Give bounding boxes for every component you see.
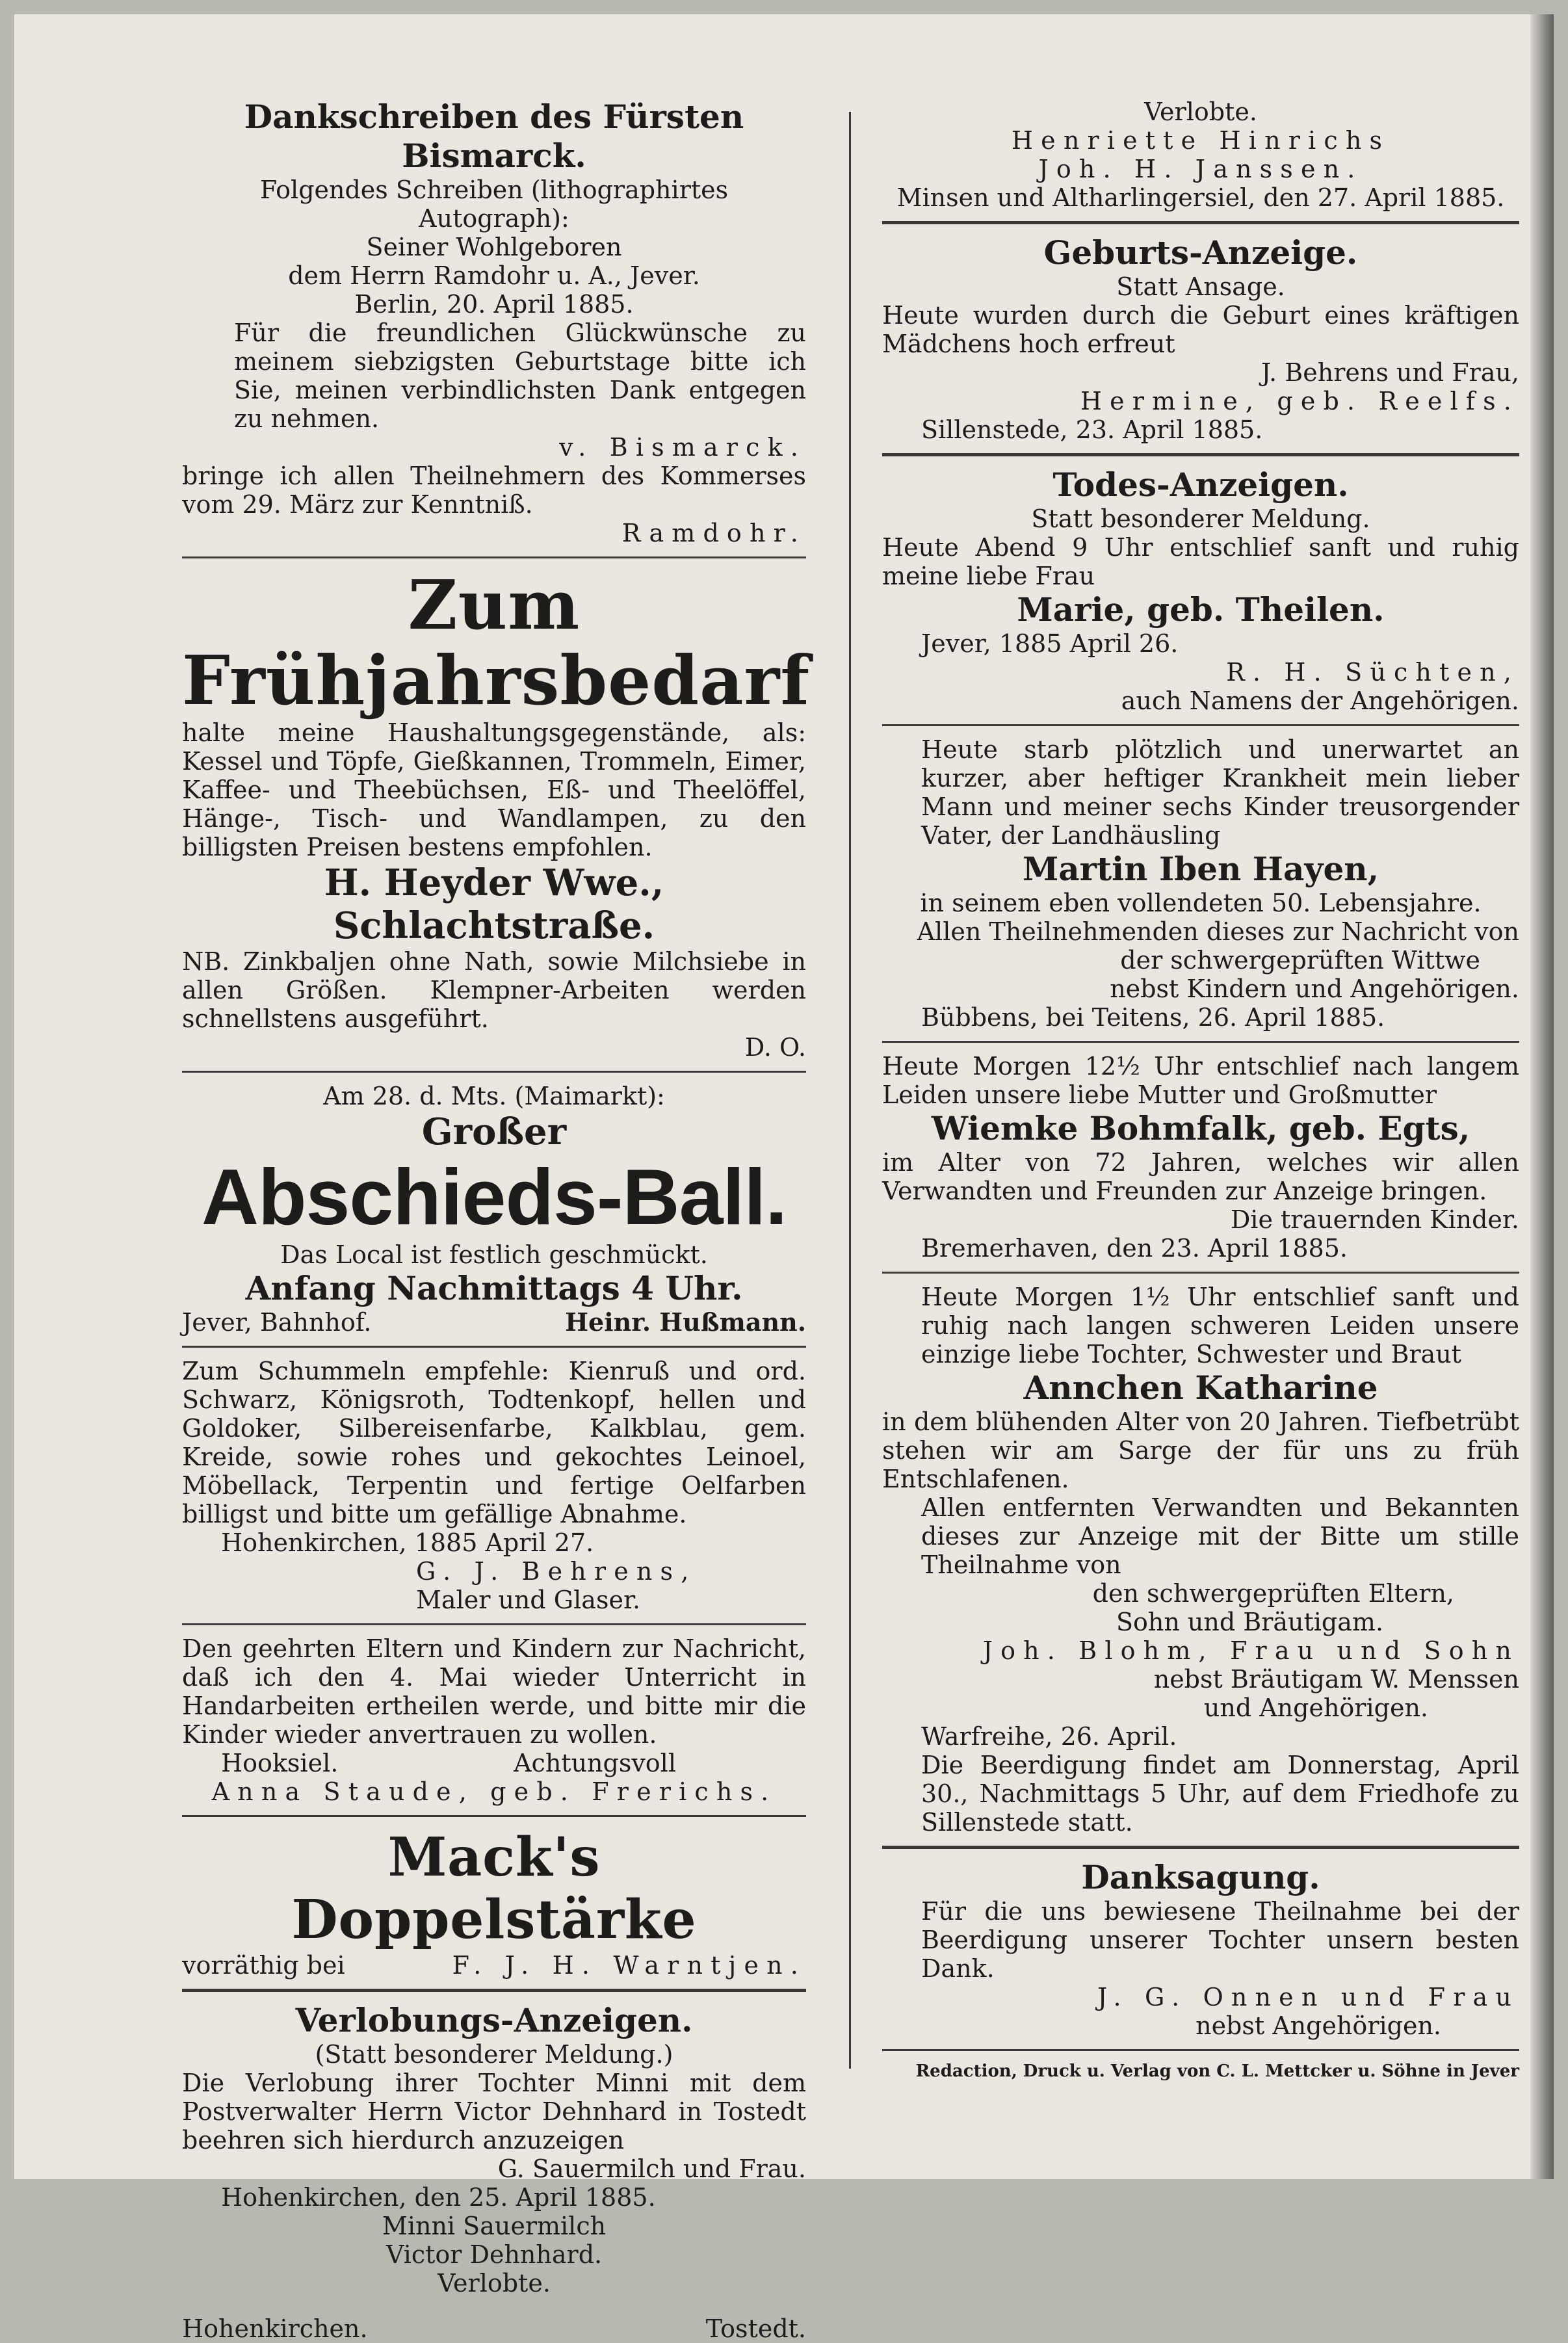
- ad-sign: J. G. Onnen und Frau: [1097, 1983, 1519, 2011]
- ad-sub: (Statt besonderer Meldung.): [315, 2040, 673, 2069]
- ad-name: Henriette Hinrichs: [1011, 126, 1391, 155]
- ad-body: Für die uns bewiesene Theilnahme bei der Beerdigung unserer Tochter unsern besten Dank.: [921, 1897, 1519, 1983]
- divider: [182, 1623, 806, 1625]
- ad-body: Den geehrten Eltern und Kindern zur Nachricht, daß ich den 4. Mai wieder Unterricht in Handarbeiten ertheilen werde, und bitte mir die Kinder wieder anvertrauen zu wollen.: [182, 1634, 806, 1749]
- divider: [882, 1272, 1519, 1274]
- ad-line: Allen entfernten Verwandten und Bekannten dieses zur Anzeige mit der Bitte um stille Theilnahme von: [921, 1493, 1519, 1579]
- ad-sign: auch Namens der Angehörigen.: [1121, 687, 1519, 715]
- ad-body: Zum Schummeln empfehle: Kienruß und ord. Schwarz, Königsroth, Todtenkopf, hellen und Goldoker, Silbereisenfarbe, Kalkblau, gem. Kreide, sowie rohes und gekochtes Leinoel, Möbellack, Terpentin und fertige Oelfarben billigst und bitte um gefällige Abnahme.: [182, 1357, 806, 1528]
- ad-body: Für die freundlichen Glückwünsche zu meinem siebzigsten Geburtstage bitte ich Sie, meinen verbindlichsten Dank entgegen zu nehmen.: [234, 319, 806, 433]
- ad-place: Jever, Bahnhof.: [182, 1308, 372, 1337]
- ad-date: Bremerhaven, den 23. April 1885.: [921, 1234, 1348, 1263]
- ad-line: nebst Bräutigam W. Menssen: [1153, 1665, 1519, 1694]
- ad-date: Jever, 1885 April 26.: [921, 629, 1179, 658]
- ad-subtitle: Großer: [421, 1110, 567, 1153]
- ad-line: Sohn und Bräutigam.: [1116, 1608, 1384, 1636]
- ad-mack: [182, 1826, 806, 1980]
- ad-engaged: Verlobte.: [438, 2269, 551, 2297]
- divider: [182, 1346, 806, 1348]
- right-column: [882, 98, 1519, 2082]
- ad-danksagung: [882, 1858, 1519, 2040]
- divider: [882, 724, 1519, 726]
- ad-name: J. Behrens und Frau,: [1261, 358, 1519, 387]
- ad-sign: Die trauernden Kinder.: [1230, 1205, 1519, 1234]
- ad-nb: NB. Zinkbaljen ohne Nath, sowie Milchsiebe in allen Größen. Klempner-Arbeiten werden schnellstens ausgeführt.: [182, 947, 806, 1033]
- divider: [882, 1846, 1519, 1849]
- ad-firm: H. Heyder Wwe., Schlachtstraße.: [324, 861, 664, 947]
- divider: [182, 1989, 806, 1992]
- ad-todes-1: [882, 465, 1519, 715]
- ad-title: Danksagung.: [1081, 1858, 1320, 1896]
- ad-bismarck: [182, 98, 806, 547]
- ad-sender: Ramdohr.: [621, 519, 806, 547]
- ad-date: Bübbens, bei Teitens, 26. April 1885.: [921, 1003, 1385, 1032]
- ad-name: Martin Iben Hayen,: [1022, 850, 1379, 888]
- ad-place-left: Hohenkirchen.: [182, 2314, 368, 2343]
- ad-name: G. J. Behrens,: [416, 1557, 697, 1586]
- ad-sign: R. H. Süchten,: [1226, 658, 1519, 687]
- divider: [882, 453, 1519, 456]
- ad-bride: Minni Sauermilch: [382, 2212, 607, 2240]
- ad-body: Heute wurden durch die Geburt eines kräftigen Mädchens hoch erfreut: [882, 301, 1519, 358]
- ad-title: Abschieds-Ball.: [201, 1153, 787, 1241]
- ad-place: Minsen und Altharlingersiel, den 27. April 1885.: [896, 183, 1505, 212]
- ad-line: und Angehörigen.: [1203, 1694, 1428, 1722]
- ad-title: Todes-Anzeigen.: [1052, 465, 1349, 504]
- divider: [182, 556, 806, 558]
- ad-line: Folgendes Schreiben (lithographirtes Autograph):: [259, 176, 729, 233]
- ad-line: Das Local ist festlich geschmückt.: [280, 1240, 708, 1269]
- ad-trade: Maler und Glaser.: [416, 1586, 641, 1614]
- ad-text: in dem blühenden Alter von 20 Jahren. Tiefbetrübt stehen wir am Sarge der für uns zu früh Entschlafenen.: [882, 1407, 1519, 1493]
- ad-name: Hermine, geb. Reelfs.: [1080, 387, 1519, 415]
- ad-name: Annchen Katharine: [1023, 1368, 1378, 1407]
- ad-title: Verlobte.: [1144, 98, 1257, 126]
- ad-name: Anna Staude, geb. Frerichs.: [211, 1777, 777, 1806]
- ad-line: Berlin, 20. April 1885.: [354, 290, 634, 319]
- ad-initials: D. O.: [744, 1033, 806, 1062]
- ad-text: im Alter von 72 Jahren, welches wir allen Verwandten und Freunden zur Anzeige bringen.: [882, 1148, 1519, 1205]
- ad-date: Hohenkirchen, den 25. April 1885.: [221, 2183, 656, 2212]
- ad-host: Heinr. Hußmann.: [565, 1307, 806, 1337]
- ad-title: Zum Frühjahrsbedarf: [182, 565, 811, 720]
- ad-ball: [182, 1082, 806, 1337]
- ad-body: Heute Abend 9 Uhr entschlief sanft und ruhig meine liebe Frau: [882, 533, 1519, 590]
- ad-title: Dankschreiben des Fürsten Bismarck.: [244, 98, 744, 175]
- ad-funeral: Die Beerdigung findet am Donnerstag, April 30., Nachmittags 5 Uhr, auf dem Friedhofe zu Sillenstede statt.: [921, 1751, 1519, 1837]
- newspaper-page: [14, 14, 1554, 2343]
- ad-line: nebst Kindern und Angehörigen.: [1110, 975, 1519, 1003]
- ad-sub: Statt besonderer Meldung.: [1031, 504, 1370, 533]
- ad-body: halte meine Haushaltungsgegenstände, als: Kessel und Töpfe, Gießkannen, Trommeln, Eimer, Kaffee- und Theebüchsen, Eß- und Theelöffel, Hänge-, Tisch- und Wandlampen, zu den billigsten Preisen bestens empfohlen.: [182, 718, 806, 861]
- ad-place-right: Tostedt.: [705, 2314, 806, 2343]
- ad-name: Joh. H. Janssen.: [1038, 155, 1363, 183]
- ad-line: dem Herrn Ramdohr u. A., Jever.: [288, 261, 700, 290]
- ad-title: Mack's Doppelstärke: [291, 1826, 697, 1951]
- ad-signature: v. Bismarck.: [559, 433, 806, 462]
- ad-staude: [182, 1634, 806, 1806]
- ad-title: Verlobungs-Anzeigen.: [295, 2001, 693, 2039]
- imprint: Redaction, Druck u. Verlag von C. L. Mettcker u. Söhne in Jever: [915, 2062, 1519, 2081]
- ad-verlobte: [882, 98, 1519, 212]
- ad-name: Wiemke Bohmfalk, geb. Egts,: [931, 1109, 1470, 1147]
- ad-sign: nebst Angehörigen.: [1196, 2011, 1441, 2040]
- divider: [182, 1815, 806, 1817]
- ad-date: Warfreihe, 26. April.: [921, 1722, 1177, 1751]
- ad-behrens: [182, 1357, 806, 1614]
- ad-name: Marie, geb. Theilen.: [1017, 590, 1385, 629]
- divider: [882, 221, 1519, 224]
- ad-body: Heute starb plötzlich und unerwartet an kurzer, aber heftiger Krankheit mein lieber Mann und meiner sechs Kinder treusorgender Vater, der Landhäusling: [921, 735, 1519, 850]
- ad-sub: Statt Ansage.: [1116, 272, 1285, 301]
- ad-todes-2: [882, 735, 1519, 1032]
- divider: [882, 1041, 1519, 1043]
- ad-body: Heute Morgen 12½ Uhr entschlief nach langem Leiden unsere liebe Mutter und Großmutter: [882, 1052, 1519, 1109]
- column-divider: [849, 112, 851, 2069]
- ad-line: Joh. Blohm, Frau und Sohn: [982, 1636, 1519, 1665]
- ad-text: bringe ich allen Theilnehmern des Kommerses vom 29. März zur Kenntniß.: [182, 462, 806, 519]
- ad-line: Allen Theilnehmenden dieses zur Nachricht von: [917, 917, 1519, 946]
- ad-available: vorräthig bei: [182, 1951, 345, 1980]
- ad-seller: F. J. H. Warntjen.: [452, 1951, 806, 1980]
- ad-line: den schwergeprüften Eltern,: [1092, 1579, 1454, 1608]
- ad-body: Heute Morgen 1½ Uhr entschlief sanft und ruhig nach langen schweren Leiden unsere einzige liebe Tochter, Schwester und Braut: [921, 1283, 1519, 1368]
- ad-regards: Achtungsvoll: [514, 1749, 676, 1777]
- ad-line: Seiner Wohlgeboren: [366, 233, 622, 261]
- ad-todes-4: [882, 1283, 1519, 1837]
- ad-heyder: [182, 565, 811, 1062]
- ad-verlobung: [182, 2001, 806, 2343]
- ad-groom: Victor Dehnhard.: [385, 2240, 603, 2269]
- ad-parents: G. Sauermilch und Frau.: [497, 2154, 806, 2183]
- ad-line: der schwergeprüften Wittwe: [1120, 946, 1480, 975]
- ad-todes-3: [882, 1052, 1519, 1263]
- ad-geburt: [882, 233, 1519, 444]
- left-column: [182, 98, 811, 2343]
- ad-body: Die Verlobung ihrer Tochter Minni mit dem Postverwalter Herrn Victor Dehnhard in Tostedt beehren sich hierdurch anzuzeigen: [182, 2069, 806, 2154]
- ad-title: Geburts-Anzeige.: [1043, 233, 1358, 272]
- ad-date: Hohenkirchen, 1885 April 27.: [221, 1528, 594, 1557]
- ad-place: Hooksiel.: [221, 1749, 339, 1777]
- divider: [182, 1071, 806, 1073]
- ad-date: Sillenstede, 23. April 1885.: [921, 415, 1263, 444]
- ad-age: in seinem eben vollendeten 50. Lebensjahre.: [920, 889, 1482, 917]
- book-gutter: [1530, 14, 1554, 2179]
- ad-start: Anfang Nachmittags 4 Uhr.: [245, 1269, 743, 1307]
- divider: [882, 2049, 1519, 2051]
- ad-date: Am 28. d. Mts. (Maimarkt):: [323, 1082, 665, 1110]
